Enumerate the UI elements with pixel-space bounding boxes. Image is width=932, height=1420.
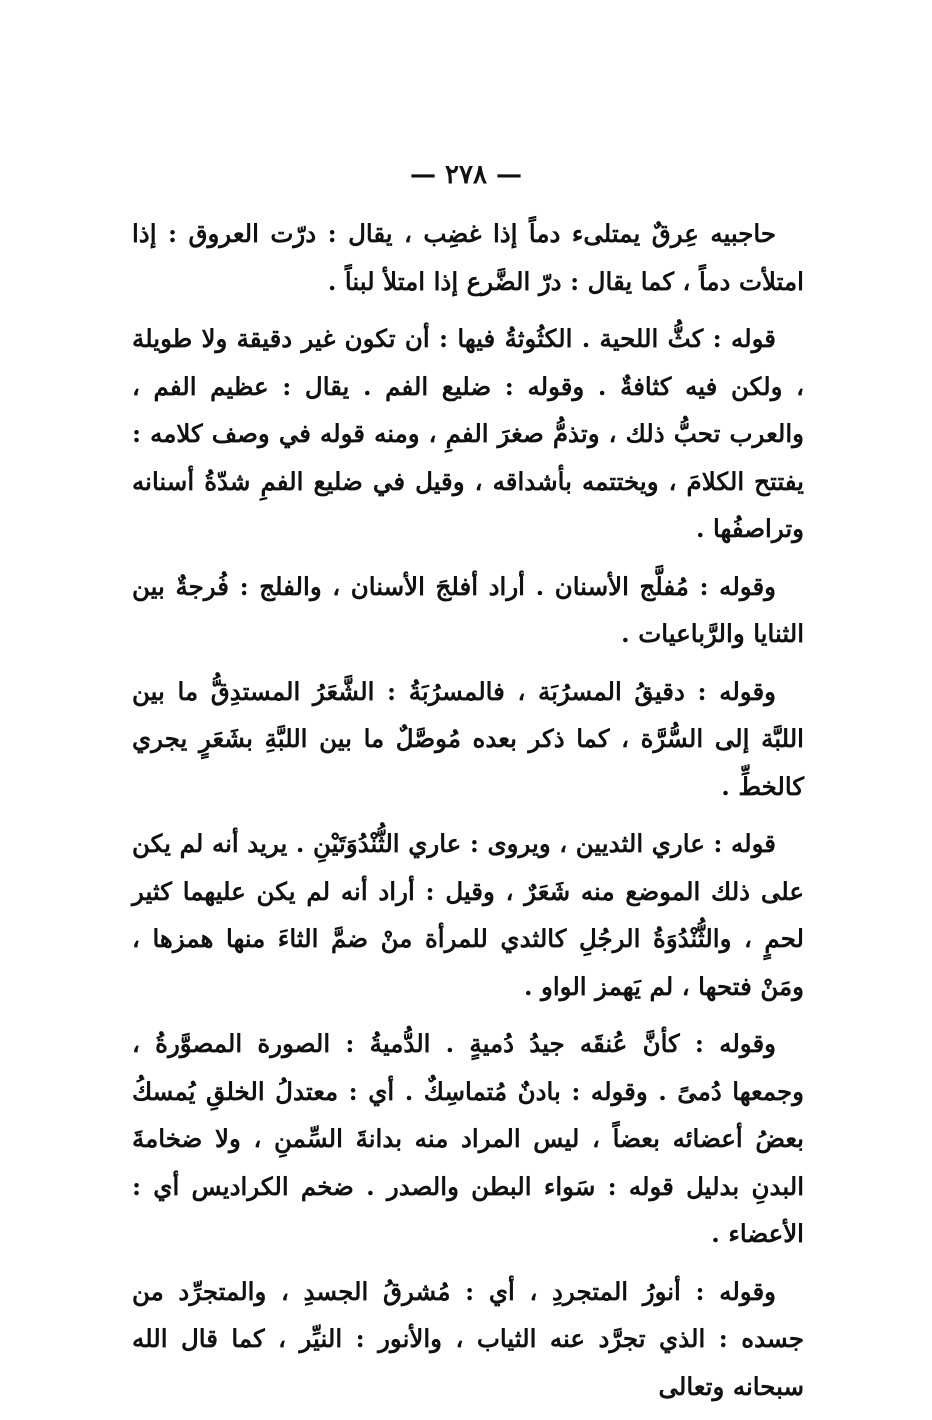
page-body	[132, 210, 804, 1420]
paragraph: وقوله : كأنَّ عُنقَه جيدُ دُميةٍ . الدُّميةُ : الصورة المصوَّرةُ ، وجمعها دُمىً . وقوله : بادنٌ مُتماسِكٌ . أي : معتدلُ الخلقِ يُمسكُ بعضُ أعضائه بعضاً ، ليس المراد منه بدانةَ السِّمنِ ، ولا ضخامةَ البدنِ بدليل قوله : سَواء البطن والصدر . ضخم الكراديس أي : الأعضاء .	[132, 1029, 804, 1248]
paragraph: وقوله : دقيقُ المسرُبَة ، فالمسرُبَةُ : الشَّعَرُ المستدِقُّ ما بين اللبَّة إلى السُّرَّة ، كما ذكر بعده مُوصَّلٌ ما بين اللبَّةِ بشَعَرٍ يجري كالخطِّ .	[132, 676, 804, 801]
paragraph: قوله : عاري الثديين ، ويروى : عاري الثُّنْدُوَتَيْنِ . يريد أنه لم يكن على ذلك الموضع منه شَعَرٌ ، وقيل : أراد أنه لم يكن عليهما كثير لحمٍ ، والثُّنْدُوَةُ الرجُلِ كالثدي للمرأة منْ ضمَّ الثاءَ منها همزها ، ومَنْ فتحها ، لم يَهمز الواو .	[132, 829, 804, 1001]
paragraph: قوله : كثُّ اللحية . الكثُوثةُ فيها : أن تكون غير دقيقة ولا طويلة ، ولكن فيه كثافةٌ . وقوله : ضليع الفم . يقال : عظيم الفم ، والعرب تحبُّ ذلك ، وتذمُّ صغرَ الفمِ ، ومنه قوله في وصف كلامه : يفتتح الكلامَ ، ويختتمه بأشداقه ، وقيل في ضليع الفمِ شدّةُ أسنانه وتراصفُها .	[132, 324, 804, 543]
paragraph: وقوله : أنورُ المتجردِ ، أي : مُشرقُ الجسدِ ، والمتجرِّد من جسده : الذي تجرَّد عنه الثياب ، والأنور : النيِّر ، كما قال الله سبحانه وتعالى	[132, 1276, 804, 1401]
paragraph: حاجبيه عِرقٌ يمتلىء دماً إذا غضِب ، يقال : درّت العروق : إذا امتلأت دماً ، كما يقال : درّ الضَّرع إذا امتلأ لبناً .	[132, 219, 804, 296]
page-number: — ٢٧٨ —	[409, 160, 523, 190]
paragraph: وقوله : مُفلَّج الأسنان . أراد أفلجَ الأسنان ، والفلج : فُرجةٌ بين الثنايا والرَّباعيات .	[132, 571, 804, 648]
